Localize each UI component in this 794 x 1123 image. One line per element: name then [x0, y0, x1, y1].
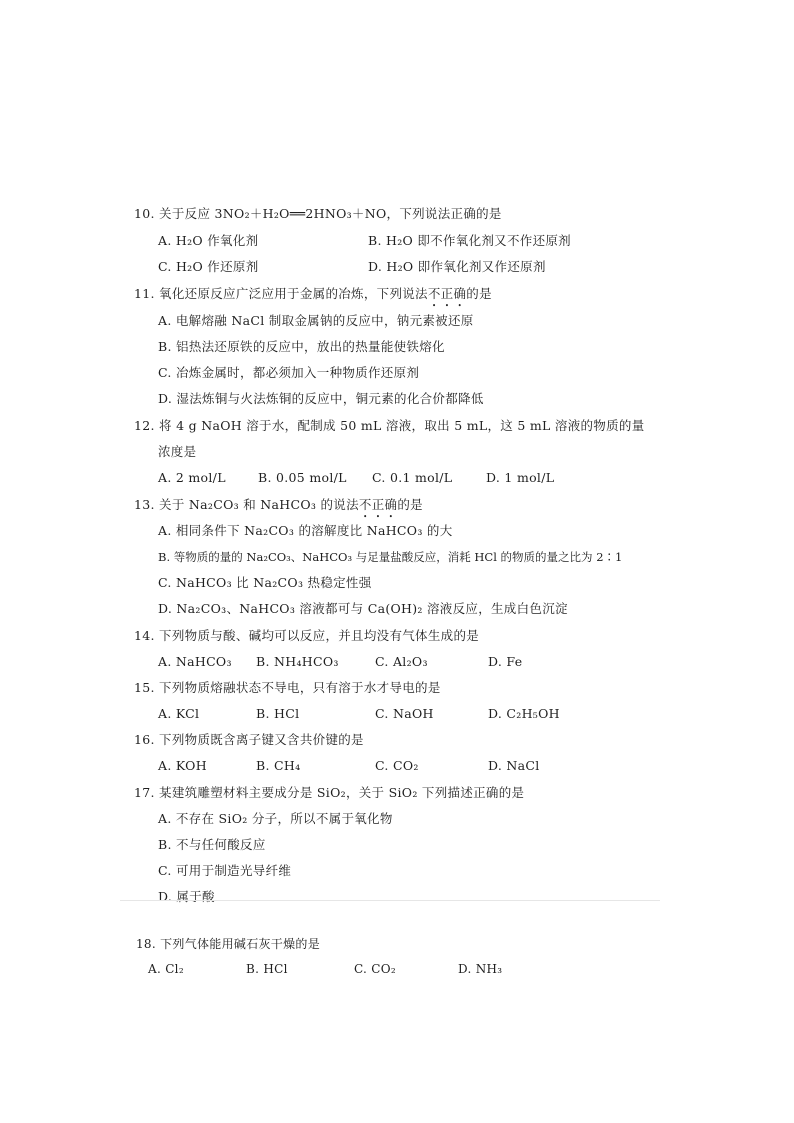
q16-option-d: D. NaCl	[488, 758, 540, 773]
q11-emph-1: 不	[427, 286, 441, 301]
q13-emph-1: 不	[358, 497, 372, 512]
q18-option-a: A. Cl₂	[148, 962, 184, 976]
q11-option-d: D. 湿法炼铜与火法炼铜的反应中，铜元素的化合价都降低	[158, 391, 484, 406]
q15-option-a: A. KCl	[158, 706, 200, 721]
q13-option-b: B. 等物质的量的 Na₂CO₃、NaHCO₃ 与足量盐酸反应，消耗 HCl 的物质的量之比为 2∶1	[158, 550, 623, 564]
q11-emph-3: 确	[453, 286, 467, 301]
q11-option-b: B. 铝热法还原铁的反应中，放出的热量能使铁熔化	[158, 339, 445, 354]
q13-option-a: A. 相同条件下 Na₂CO₃ 的溶解度比 NaHCO₃ 的大	[158, 523, 453, 538]
question-16-stem: 16. 下列物质既含离子键又含共价键的是	[134, 732, 364, 747]
q14-option-a: A. NaHCO₃	[158, 654, 232, 669]
q14-option-c: C. Al₂O₃	[375, 654, 428, 669]
q11-stem-pre: 11. 氧化还原反应广泛应用于金属的冶炼，下列说法	[134, 286, 428, 301]
question-13-stem	[134, 496, 423, 514]
question-15-stem: 15. 下列物质熔融状态不导电，只有溶于水才导电的是	[134, 680, 441, 695]
q13-stem-post: 的是	[397, 497, 423, 512]
question-12-stem-continued: 浓度是	[158, 444, 197, 459]
q11-stem-post: 的是	[466, 286, 492, 301]
q12-option-a: A. 2 mol/L	[158, 470, 226, 485]
q18-option-d: D. NH₃	[458, 962, 503, 976]
q16-option-a: A. KOH	[158, 758, 207, 773]
q18-option-b: B. HCl	[246, 962, 288, 976]
q14-option-d: D. Fe	[488, 654, 523, 669]
q11-option-c: C. 冶炼金属时，都必须加入一种物质作还原剂	[158, 365, 420, 380]
question-11-stem	[134, 285, 492, 303]
q17-option-b: B. 不与任何酸反应	[158, 837, 266, 852]
q10-option-c: C. H₂O 作还原剂	[158, 259, 259, 274]
question-12-stem: 12. 将 4 g NaOH 溶于水，配制成 50 mL 溶液，取出 5 mL，这 5 mL 溶液的物质的量	[134, 418, 645, 433]
q11-emph-2: 正	[440, 286, 454, 301]
question-17-stem: 17. 某建筑雕塑材料主要成分是 SiO₂，关于 SiO₂ 下列描述正确的是	[134, 785, 525, 800]
q10-option-b: B. H₂O 即不作氧化剂又不作还原剂	[368, 233, 571, 248]
q16-option-c: C. CO₂	[375, 758, 419, 773]
q18-option-c: C. CO₂	[354, 962, 397, 976]
page-divider	[120, 900, 660, 901]
q13-option-c: C. NaHCO₃ 比 Na₂CO₃ 热稳定性强	[158, 575, 372, 590]
q11-option-a: A. 电解熔融 NaCl 制取金属钠的反应中，钠元素被还原	[158, 313, 474, 328]
q12-option-b: B. 0.05 mol/L	[258, 470, 347, 485]
question-10-stem: 10. 关于反应 3NO₂＋H₂O══2HNO₃＋NO，下列说法正确的是	[134, 206, 502, 221]
q17-option-c: C. 可用于制造光导纤维	[158, 863, 292, 878]
question-18-stem: 18. 下列气体能用碱石灰干燥的是	[136, 937, 320, 951]
q17-option-d: D. 属于酸	[158, 889, 215, 904]
q16-option-b: B. CH₄	[256, 758, 301, 773]
q12-option-d: D. 1 mol/L	[486, 470, 555, 485]
q15-option-c: C. NaOH	[375, 706, 434, 721]
q13-emph-3: 确	[384, 497, 398, 512]
q13-option-d: D. Na₂CO₃、NaHCO₃ 溶液都可与 Ca(OH)₂ 溶液反应，生成白色沉淀	[158, 601, 568, 616]
q17-option-a: A. 不存在 SiO₂ 分子，所以不属于氧化物	[158, 811, 393, 826]
q13-emph-2: 正	[371, 497, 385, 512]
q13-stem-pre: 13. 关于 Na₂CO₃ 和 NaHCO₃ 的说法	[134, 497, 359, 512]
q10-option-a: A. H₂O 作氧化剂	[158, 233, 259, 248]
q15-option-b: B. HCl	[256, 706, 300, 721]
q12-option-c: C. 0.1 mol/L	[372, 470, 453, 485]
q14-option-b: B. NH₄HCO₃	[256, 654, 339, 669]
question-14-stem: 14. 下列物质与酸、碱均可以反应，并且均没有气体生成的是	[134, 628, 480, 643]
q15-option-d: D. C₂H₅OH	[488, 706, 560, 721]
q10-option-d: D. H₂O 即作氧化剂又作还原剂	[368, 259, 546, 274]
